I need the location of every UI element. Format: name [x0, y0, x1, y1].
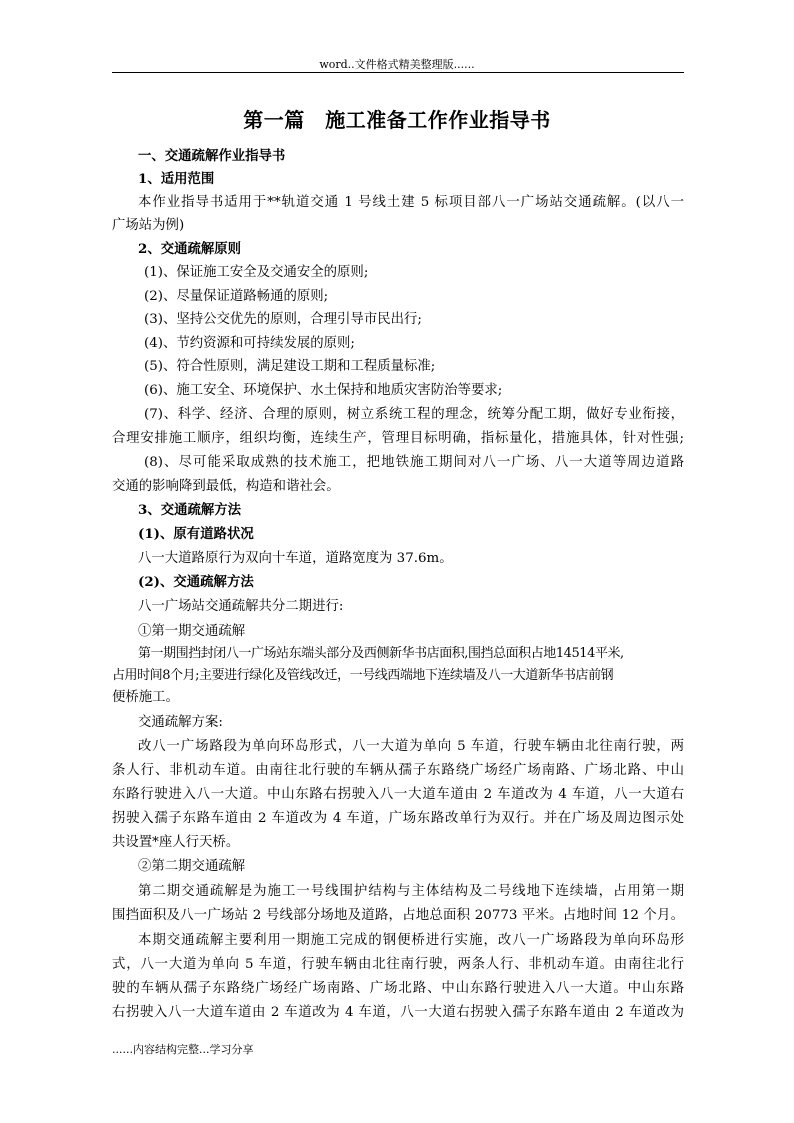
paragraph-line: 驶的车辆从孺子东路绕广场经广场南路、广场北路、中山东路行驶进入八一大道。中山东路 [112, 981, 684, 996]
paragraph-line: 八一大道路原行为双向十车道，道路宽度为 37.6m。 [138, 551, 453, 566]
paragraph-line: 共设置*座人行天桥。 [112, 835, 240, 850]
paragraph-line: 右拐驶入八一大道车道由 2 车道改为 4 车道，八一大道右拐驶入孺子东路车道由 2 车道改为 [112, 1005, 684, 1020]
list-item: (1)、保证施工安全及交通安全的原则; [144, 265, 369, 280]
paragraph-line: 交通的影响降到最低，构造和谐社会。 [112, 479, 340, 494]
paragraph-line: 围挡面积及八一广场站 2 号线部分场地及道路，占地总面积 20773 平米。占地时间 12 个月。 [112, 908, 684, 923]
list-item: (8)、尽可能采取成熟的技术施工，把地铁施工期间对八一广场、八一大道等周边道路 [144, 455, 684, 470]
paragraph-line: 东路行驶进入八一大道。中山东路右拐驶入八一大道车道由 2 车道改为 4 车道，八一大道右 [112, 787, 684, 802]
phase-heading: ①第一期交通疏解 [138, 624, 246, 639]
paragraph-line: 八一广场站交通疏解共分二期进行: [138, 599, 344, 614]
page-footer: ......内容结构完整...学习分享 [112, 1043, 254, 1056]
paragraph-line: 条人行、非机动车道。由南往北行驶的车辆从孺子东路绕广场经广场南路、广场北路、中山 [112, 763, 684, 778]
paragraph-line: 拐驶入孺子东路车道由 2 车道改为 4 车道，广场东路改单行为双行。并在广场及周边图示处 [112, 811, 684, 826]
list-item: (7)、科学、经济、合理的原则，树立系统工程的理念，统筹分配工期，做好专业衔接， [144, 407, 684, 422]
paragraph-line: 式，八一大道为单向 5 车道，行驶车辆由北往南行驶，两条人行、非机动车道。由南往北行 [112, 957, 684, 972]
list-item: (2)、尽量保证道路畅通的原则; [144, 289, 329, 304]
paragraph-line: 便桥施工。 [112, 690, 179, 705]
paragraph-line: 合理安排施工顺序，组织均衡，连续生产，管理目标明确，指标量化，措施具体，针对性强; [112, 431, 684, 446]
paragraph-line: 占用时间8个月;主要进行绿化及管线改迁，一号线西端地下连续墙及八一大道新华书店前钢 [112, 668, 614, 683]
subsection-heading: 1、适用范围 [138, 171, 215, 187]
page-header: word..文件格式精美整理版...... [319, 58, 475, 71]
paragraph-line: 第一期围挡封闭八一广场站东端头部分及西侧新华书店面积,围挡总面积占地14514平米, [138, 646, 624, 661]
list-item: (5)、符合性原则，满足建设工期和工程质量标准; [144, 359, 436, 374]
subsection-heading: (1)、原有道路状况 [138, 526, 254, 542]
document-title: 第一篇 施工准备工作作业指导书 [243, 108, 551, 132]
paragraph-line: 改八一广场路段为单向环岛形式，八一大道为单向 5 车道，行驶车辆由北往南行驶，两 [138, 739, 684, 754]
header-rule [112, 72, 684, 73]
paragraph-line: 广场站为例) [112, 218, 185, 233]
subsection-heading: 3、交通疏解方法 [138, 502, 242, 518]
paragraph-line: 本作业指导书适用于**轨道交通 1 号线土建 5 标项目部八一广场站交通疏解。(以八一 [138, 195, 684, 210]
list-item: (6)、施工安全、环境保护、水土保持和地质灾害防治等要求; [144, 383, 503, 398]
subsection-heading: 2、交通疏解原则 [138, 241, 242, 257]
paragraph-line: 第二期交通疏解是为施工一号线围护结构与主体结构及二号线地下连续墙，占用第一期 [138, 884, 684, 899]
list-item: (4)、节约资源和可持续发展的原则; [144, 336, 355, 351]
subsection-heading: (2)、交通疏解方法 [138, 574, 254, 590]
paragraph-line: 本期交通疏解主要利用一期施工完成的钢便桥进行实施，改八一广场路段为单向环岛形 [138, 933, 684, 948]
paragraph-line: 交通疏解方案: [138, 715, 223, 730]
section-heading: 一、交通疏解作业指导书 [138, 148, 286, 164]
phase-heading: ②第二期交通疏解 [138, 859, 246, 874]
list-item: (3)、坚持公交优先的原则，合理引导市民出行; [144, 312, 422, 327]
